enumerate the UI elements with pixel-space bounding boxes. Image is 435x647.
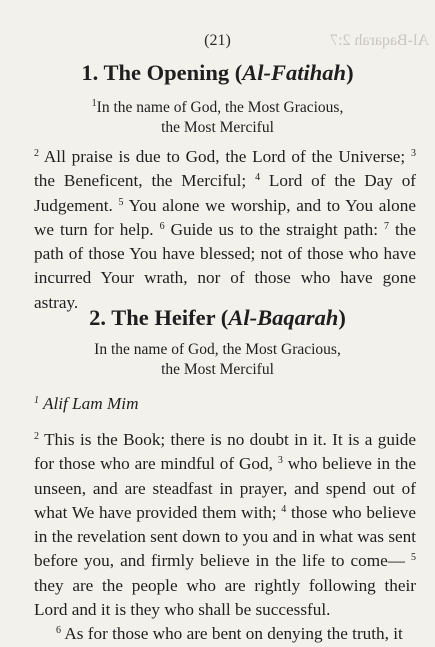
bismillah-line-1: $^1$In the name of God, the Most Gracious, [91, 98, 344, 116]
verse-number: 3 [277, 455, 283, 467]
verse-number: 4 [255, 172, 261, 184]
surah-1-title-translit: Al-Fatihah [242, 60, 347, 85]
verse-number: 6 [56, 625, 61, 637]
verse-text: the Beneficent, the Merciful; [34, 171, 247, 191]
verse-text: This is the Book; there is no doubt in it. It is a guide for those who are mindful of God, [34, 430, 416, 474]
verse-number: 3 [411, 148, 416, 159]
surah-1-bismillah [0, 98, 435, 138]
surah-2-title-close: ) [338, 305, 346, 330]
verse-number: 1 [91, 98, 97, 109]
verse-number: 4 [281, 503, 287, 515]
surah-2-bismillah [0, 340, 435, 380]
surah-2-verse-1 [34, 392, 416, 416]
surah-1-verses [34, 145, 416, 315]
verse-text: Guide us to the straight path: [170, 219, 379, 239]
surah-1-title [0, 60, 435, 86]
bleed-through-header: Al-Baqarah 2:7 [329, 32, 429, 49]
surah-1-body [34, 145, 416, 315]
surah-2-title [0, 305, 435, 331]
verse-text: As for those who are bent on denying the truth, it [64, 624, 403, 644]
verse-text: they are the people who are rightly following their Lord and it is they who shall be successful. [34, 575, 416, 620]
surah-2-body [34, 428, 416, 647]
verse-number: 5 [118, 196, 124, 208]
surah-2-title-translit: Al-Baqarah [228, 305, 339, 330]
bismillah-line-1: In the name of God, the Most Gracious, [94, 341, 341, 358]
verse-text: All praise is due to God, the Lord of the Universe; [43, 147, 406, 166]
surah-1-title-close: ) [346, 60, 354, 85]
verse-text: Alif Lam Mim [43, 394, 139, 413]
verse-text: You alone we worship, and to You alone we turn for help. [34, 195, 416, 239]
bismillah-line-2: the Most Merciful [161, 119, 274, 136]
verse-text: Lord of the Day of Judgement. [34, 171, 417, 215]
verse-number: 7 [384, 220, 390, 232]
verse-number: 2 [34, 148, 39, 159]
bismillah-line-2: the Most Merciful [161, 361, 274, 378]
verse-text: who believe in the unseen, and are steadfast in prayer, and spend out of what We have provided them with; [34, 454, 417, 522]
verse-text: those who believe in the revelation sent down to you and in what was sent before you, and firmly believe in the life to come— [34, 502, 417, 571]
verse-number: 5 [411, 552, 416, 564]
verse-number: 2 [34, 431, 39, 442]
surah-2-verses [34, 428, 416, 622]
verse-number: 1 [34, 395, 39, 406]
verse-number: 6 [159, 220, 165, 232]
surah-2-verse-6 [34, 622, 416, 646]
page-number: (21) [204, 32, 231, 49]
surah-2-title-main: 2. The Heifer ( [89, 305, 229, 330]
surah-1-title-main: 1. The Opening ( [81, 60, 243, 85]
verse-text: the path of those You have blessed; not of those who have incurred Your wrath, nor of those who have gone astray. [34, 219, 417, 312]
